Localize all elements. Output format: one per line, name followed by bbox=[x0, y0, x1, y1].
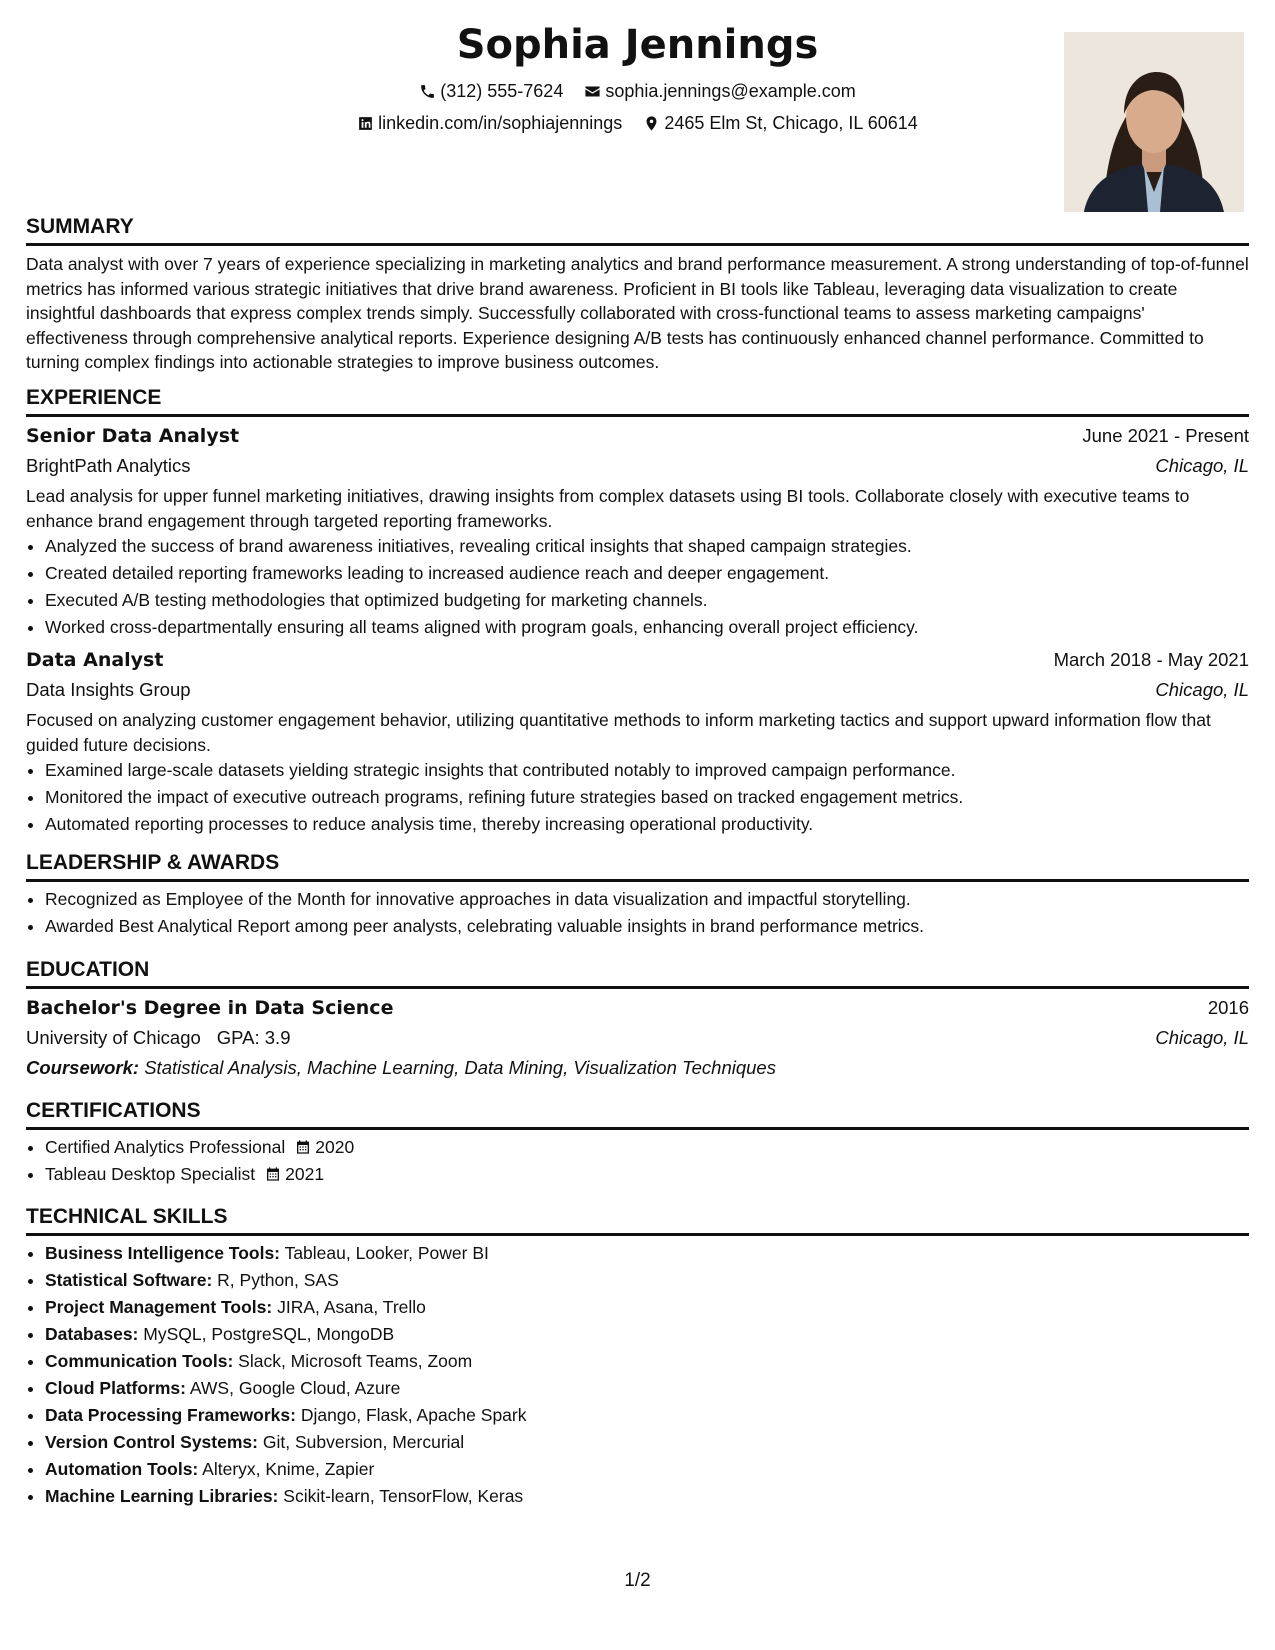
skill-label: Data Processing Frameworks: bbox=[45, 1405, 296, 1425]
skill-value: Alteryx, Knime, Zapier bbox=[202, 1459, 375, 1479]
leadership-heading: LEADERSHIP & AWARDS bbox=[26, 850, 1249, 882]
skills-list bbox=[26, 1240, 1249, 1510]
phone-item bbox=[419, 81, 563, 102]
summary-heading: SUMMARY bbox=[26, 214, 1249, 246]
certification-item bbox=[45, 1161, 1249, 1188]
job-role: Senior Data Analyst bbox=[26, 425, 240, 447]
certification-name: Certified Analytics Professional bbox=[45, 1137, 286, 1157]
resume-page bbox=[26, 0, 1249, 1650]
skills-heading: TECHNICAL SKILLS bbox=[26, 1204, 1249, 1236]
coursework-text: Statistical Analysis, Machine Learning, Data Mining, Visualization Techniques bbox=[144, 1057, 776, 1078]
job-company-row bbox=[26, 451, 1249, 481]
phone-text: (312) 555-7624 bbox=[440, 81, 564, 101]
phone-icon bbox=[419, 83, 436, 100]
skill-value: Scikit-learn, TensorFlow, Keras bbox=[283, 1486, 524, 1506]
profile-photo bbox=[1064, 32, 1244, 212]
job-company-row bbox=[26, 675, 1249, 705]
job-dates: March 2018 - May 2021 bbox=[1053, 649, 1249, 670]
award-item: • Recognized as Employee of the Month for innovative approaches in data visualization and impactful storytelling. bbox=[45, 886, 1249, 913]
skill-value: JIRA, Asana, Trello bbox=[277, 1297, 426, 1317]
skill-value: MySQL, PostgreSQL, MongoDB bbox=[143, 1324, 395, 1344]
address-text: 2465 Elm St, Chicago, IL 60614 bbox=[664, 113, 918, 133]
calendar-icon bbox=[265, 1166, 281, 1182]
certification-item bbox=[45, 1134, 1249, 1161]
school-location: Chicago, IL bbox=[1155, 1027, 1249, 1048]
skill-label: Databases: bbox=[45, 1324, 139, 1344]
certification-year: 2021 bbox=[285, 1164, 325, 1184]
skill-label: Project Management Tools: bbox=[45, 1297, 273, 1317]
portrait-image bbox=[1064, 32, 1244, 212]
skill-value: Git, Subversion, Mercurial bbox=[262, 1432, 465, 1452]
certifications-list bbox=[26, 1134, 1249, 1188]
job-title-row bbox=[26, 645, 1249, 675]
job-bullet: • Worked cross-departmentally ensuring all teams aligned with program goals, enhancing overall project efficiency. bbox=[45, 614, 1249, 641]
candidate-name: Sophia Jennings bbox=[456, 22, 819, 68]
experience-heading: EXPERIENCE bbox=[26, 385, 1249, 417]
skill-label: Automation Tools: bbox=[45, 1459, 199, 1479]
skill-label: Business Intelligence Tools: bbox=[45, 1243, 281, 1263]
skill-value: Django, Flask, Apache Spark bbox=[300, 1405, 527, 1425]
job-bullets bbox=[26, 533, 1249, 641]
linkedin-icon bbox=[357, 115, 374, 132]
certification-year: 2020 bbox=[315, 1137, 355, 1157]
school-name: University of Chicago bbox=[26, 1027, 201, 1048]
job-bullet: • Executed A/B testing methodologies that optimized budgeting for marketing channels. bbox=[45, 587, 1249, 614]
job-location: Chicago, IL bbox=[1155, 455, 1249, 476]
page-number: 1/2 bbox=[624, 1570, 651, 1591]
resume-header bbox=[26, 0, 1249, 220]
graduation-year: 2016 bbox=[1207, 997, 1249, 1018]
job-dates: June 2021 - Present bbox=[1082, 425, 1249, 446]
gpa-text: GPA: 3.9 bbox=[216, 1027, 291, 1048]
job-company: BrightPath Analytics bbox=[26, 455, 191, 476]
leadership-section bbox=[26, 850, 1249, 940]
skill-item bbox=[45, 1240, 1249, 1267]
skill-value: Tableau, Looker, Power BI bbox=[284, 1243, 489, 1263]
skill-item bbox=[45, 1294, 1249, 1321]
job-location: Chicago, IL bbox=[1155, 679, 1249, 700]
education-heading: EDUCATION bbox=[26, 957, 1249, 989]
skill-label: Machine Learning Libraries: bbox=[45, 1486, 279, 1506]
skill-label: Statistical Software: bbox=[45, 1270, 213, 1290]
job-bullet: • Automated reporting processes to reduce analysis time, thereby increasing operational productivity. bbox=[45, 811, 1249, 838]
skill-item bbox=[45, 1348, 1249, 1375]
coursework-label: Coursework: bbox=[26, 1057, 140, 1078]
address-item bbox=[643, 113, 918, 134]
job-bullet: • Monitored the impact of executive outreach programs, refining future strategies based on tracked engagement metrics. bbox=[45, 784, 1249, 811]
job-description: Focused on analyzing customer engagement behavior, utilizing quantitative methods to inform marketing tactics and support upward information flow that guided future decisions. bbox=[26, 710, 1211, 755]
skill-label: Cloud Platforms: bbox=[45, 1378, 186, 1398]
linkedin-link[interactable]: linkedin.com/in/sophiajennings bbox=[378, 113, 623, 133]
job-bullets bbox=[26, 757, 1249, 838]
job-company: Data Insights Group bbox=[26, 679, 191, 700]
skill-value: R, Python, SAS bbox=[217, 1270, 339, 1290]
job-bullet: • Created detailed reporting frameworks leading to increased audience reach and deeper engagement. bbox=[45, 560, 1249, 587]
skill-item bbox=[45, 1375, 1249, 1402]
certifications-section bbox=[26, 1098, 1249, 1188]
skill-item bbox=[45, 1429, 1249, 1456]
certifications-heading: CERTIFICATIONS bbox=[26, 1098, 1249, 1130]
email-item[interactable] bbox=[584, 81, 855, 102]
linkedin-item[interactable] bbox=[357, 113, 622, 134]
summary-section bbox=[26, 214, 1249, 375]
skill-item bbox=[45, 1321, 1249, 1348]
skill-label: Communication Tools: bbox=[45, 1351, 234, 1371]
skill-item bbox=[45, 1483, 1249, 1510]
calendar-icon bbox=[295, 1139, 311, 1155]
certification-name: Tableau Desktop Specialist bbox=[45, 1164, 256, 1184]
job-entry bbox=[26, 645, 1249, 838]
skill-value: AWS, Google Cloud, Azure bbox=[189, 1378, 401, 1398]
job-description: Lead analysis for upper funnel marketing initiatives, drawing insights from complex datasets using BI tools. Collaborate closely with executive teams to enhance brand engagement through targeted reporting frameworks. bbox=[26, 486, 1190, 531]
job-bullet: • Analyzed the success of brand awareness initiatives, revealing critical insights that shaped campaign strategies. bbox=[45, 533, 1249, 560]
degree-name: Bachelor's Degree in Data Science bbox=[26, 997, 394, 1019]
awards-list bbox=[26, 886, 1249, 940]
summary-text: Data analyst with over 7 years of experience specializing in marketing analytics and brand performance measurement. A strong understanding of top-of-funnel metrics has informed various strategic initiatives that drive brand awareness. Proficient in BI tools like Tableau, leveraging data visualization to create insightful dashboards that express complex trends simply. Successfully collaborated with cross-functional teams to assess marketing campaigns' effectiveness through comprehensive analytical reports. Experience designing A/B tests has continuously enhanced channel performance. Committed to turning complex findings into actionable strategies to improve business outcomes. bbox=[26, 254, 1249, 372]
skill-value: Slack, Microsoft Teams, Zoom bbox=[238, 1351, 473, 1371]
job-bullet: • Examined large-scale datasets yielding strategic insights that contributed notably to improved campaign performance. bbox=[45, 757, 1249, 784]
envelope-icon bbox=[584, 83, 601, 100]
skill-item bbox=[45, 1402, 1249, 1429]
skill-item bbox=[45, 1267, 1249, 1294]
job-entry bbox=[26, 421, 1249, 641]
skills-section bbox=[26, 1204, 1249, 1510]
award-item: • Awarded Best Analytical Report among peer analysts, celebrating valuable insights in brand performance metrics. bbox=[45, 913, 1249, 940]
degree-row bbox=[26, 993, 1249, 1023]
experience-section bbox=[26, 385, 1249, 838]
map-pin-icon bbox=[643, 115, 660, 132]
job-title-row bbox=[26, 421, 1249, 451]
coursework-row bbox=[26, 1053, 1249, 1083]
skill-item bbox=[45, 1456, 1249, 1483]
skill-label: Version Control Systems: bbox=[45, 1432, 258, 1452]
school-row bbox=[26, 1023, 1249, 1053]
education-section bbox=[26, 957, 1249, 1083]
job-role: Data Analyst bbox=[26, 649, 164, 671]
email-link[interactable]: sophia.jennings@example.com bbox=[605, 81, 856, 101]
